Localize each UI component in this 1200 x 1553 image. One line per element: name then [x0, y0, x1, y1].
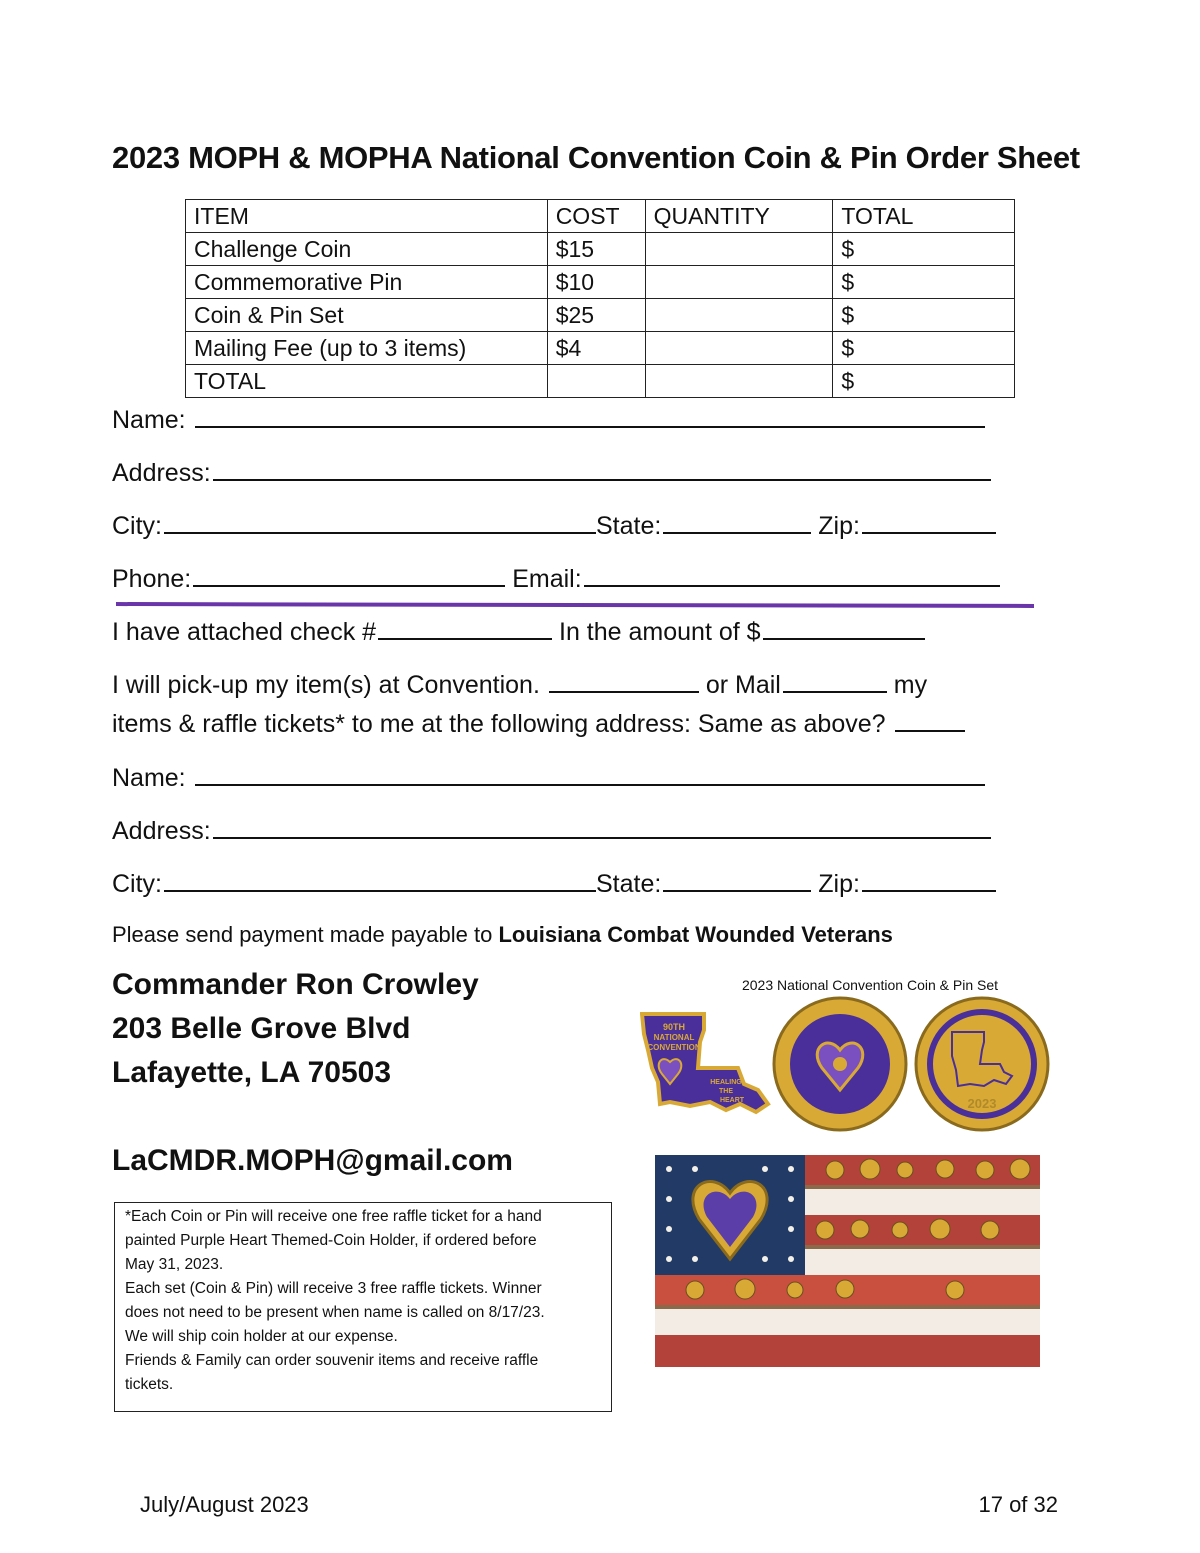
coin-back-year: 2023: [967, 1096, 997, 1111]
city-line-1: [112, 510, 996, 541]
note-line: does not need to be present when name is called on 8/17/23.: [125, 1304, 545, 1321]
pickup-label: I will pick-up my item(s) at Convention.: [112, 671, 540, 699]
row-total[interactable]: $: [833, 266, 1015, 299]
table-row: [186, 266, 1015, 299]
row-cost: $10: [547, 266, 645, 299]
zip-label: Zip:: [818, 512, 860, 540]
check-number-field[interactable]: [378, 616, 552, 640]
contact-email[interactable]: LaCMDR.MOPH@gmail.com: [112, 1144, 513, 1177]
phone-email-line: [112, 563, 1000, 594]
row-cost: $25: [547, 299, 645, 332]
pickup-line: [112, 669, 927, 700]
city-line-2: [112, 868, 996, 899]
coin-front-year: 2023: [829, 1104, 851, 1114]
row-item: Coin & Pin Set: [186, 299, 548, 332]
table-row: [186, 233, 1015, 266]
header-total: TOTAL: [833, 200, 1015, 233]
row-item: Commemorative Pin: [186, 266, 548, 299]
amount-field[interactable]: [763, 616, 925, 640]
note-line: painted Purple Heart Themed-Coin Holder, if ordered before: [125, 1232, 537, 1249]
coin-pin-set-image: [640, 972, 1060, 1142]
name-label: Name:: [112, 406, 186, 434]
payee-name: Louisiana Combat Wounded Veterans: [498, 922, 893, 947]
image-caption: 2023 National Convention Coin & Pin Set: [741, 977, 999, 993]
zip-field[interactable]: [862, 868, 996, 892]
payment-instruction: [112, 922, 893, 948]
raffle-note-box: [114, 1202, 612, 1412]
note-line: May 31, 2023.: [125, 1256, 224, 1273]
row-quantity[interactable]: [645, 332, 833, 365]
row-cost: [547, 365, 645, 398]
pin-text-bottom: CONVENTION: [647, 1043, 701, 1052]
footer-page-number: 17 of 32: [978, 1492, 1058, 1517]
name-line-2: [112, 762, 985, 793]
challenge-coin-back-icon: [916, 998, 1048, 1130]
pin-text-top: 90TH: [662, 1022, 686, 1032]
row-total[interactable]: $: [833, 299, 1015, 332]
address-line-2: [112, 815, 991, 846]
city-label: City:: [112, 512, 162, 540]
state-label: State:: [596, 512, 662, 540]
note-line: *Each Coin or Pin will receive one free raffle ticket for a hand: [125, 1208, 542, 1225]
row-item: Challenge Coin: [186, 233, 548, 266]
note-line: We will ship coin holder at our expense.: [125, 1328, 398, 1345]
pin-text-mid: NATIONAL: [653, 1033, 695, 1042]
row-item: Mailing Fee (up to 3 items): [186, 332, 548, 365]
coin-holder-flag-image: [655, 1155, 1040, 1367]
row-cost: $15: [547, 233, 645, 266]
pickup-field[interactable]: [549, 669, 699, 693]
zip-label: Zip:: [818, 870, 860, 898]
state-field[interactable]: [663, 868, 811, 892]
mail-to-street: 203 Belle Grove Blvd: [112, 1012, 411, 1045]
zip-field[interactable]: [862, 510, 996, 534]
note-line: Each set (Coin & Pin) will receive 3 free raffle tickets. Winner: [125, 1280, 542, 1297]
header-item: ITEM: [186, 200, 548, 233]
challenge-coin-front-icon: [774, 998, 906, 1130]
phone-label: Phone:: [112, 565, 192, 593]
city-field[interactable]: [164, 510, 596, 534]
table-header-row: [186, 200, 1015, 233]
order-table: [185, 199, 1015, 398]
city-field[interactable]: [164, 868, 596, 892]
row-item: TOTAL: [186, 365, 548, 398]
payment-text: Please send payment made payable to: [112, 922, 499, 947]
same-as-above-label: items & raffle tickets* to me at the following address: Same as above?: [112, 710, 886, 738]
mail-to-name: Commander Ron Crowley: [112, 968, 479, 1001]
mail-label: or Mail: [705, 671, 781, 699]
row-total[interactable]: $: [833, 365, 1015, 398]
address-label: Address:: [112, 817, 211, 845]
header-quantity: QUANTITY: [645, 200, 833, 233]
row-quantity[interactable]: [645, 266, 833, 299]
address-line-1: [112, 457, 991, 488]
address-label: Address:: [112, 459, 211, 487]
name-field[interactable]: [195, 762, 985, 786]
note-line: Friends & Family can order souvenir items and receive raffle: [125, 1352, 539, 1369]
address-field[interactable]: [213, 457, 991, 481]
pin-heal-1: HEALING: [710, 1079, 742, 1086]
check-label: I have attached check #: [112, 618, 377, 646]
table-row-total: [186, 365, 1015, 398]
row-total[interactable]: $: [833, 233, 1015, 266]
email-label: Email:: [512, 565, 582, 593]
mail-field[interactable]: [783, 669, 887, 693]
page-title: 2023 MOPH & MOPHA National Convention Coin & Pin Order Sheet: [112, 140, 1080, 175]
mail-to-city: Lafayette, LA 70503: [112, 1056, 392, 1089]
footer-date: July/August 2023: [140, 1492, 309, 1517]
check-line: [112, 616, 925, 647]
phone-field[interactable]: [193, 563, 505, 587]
pin-heal-2: THE: [719, 1088, 733, 1095]
table-row: [186, 299, 1015, 332]
name-field[interactable]: [195, 404, 985, 428]
name-line-1: [112, 404, 985, 435]
city-label: City:: [112, 870, 162, 898]
row-quantity[interactable]: [645, 299, 833, 332]
same-as-above-field[interactable]: [895, 708, 965, 732]
pin-heal-3: HEART: [719, 1097, 745, 1104]
same-as-above-line: [112, 708, 965, 739]
row-quantity[interactable]: [645, 233, 833, 266]
note-line: tickets.: [125, 1376, 174, 1393]
my-label: my: [893, 671, 928, 699]
divider-rule: [116, 602, 1034, 608]
state-field[interactable]: [663, 510, 811, 534]
row-quantity: [645, 365, 833, 398]
row-total[interactable]: $: [833, 332, 1015, 365]
amount-label: In the amount of $: [559, 618, 761, 646]
state-label: State:: [596, 870, 662, 898]
commemorative-pin-icon: [642, 1014, 768, 1112]
header-cost: COST: [547, 200, 645, 233]
row-cost: $4: [547, 332, 645, 365]
table-row: [186, 332, 1015, 365]
name-label: Name:: [112, 764, 186, 792]
address-field[interactable]: [213, 815, 991, 839]
email-field[interactable]: [584, 563, 1000, 587]
